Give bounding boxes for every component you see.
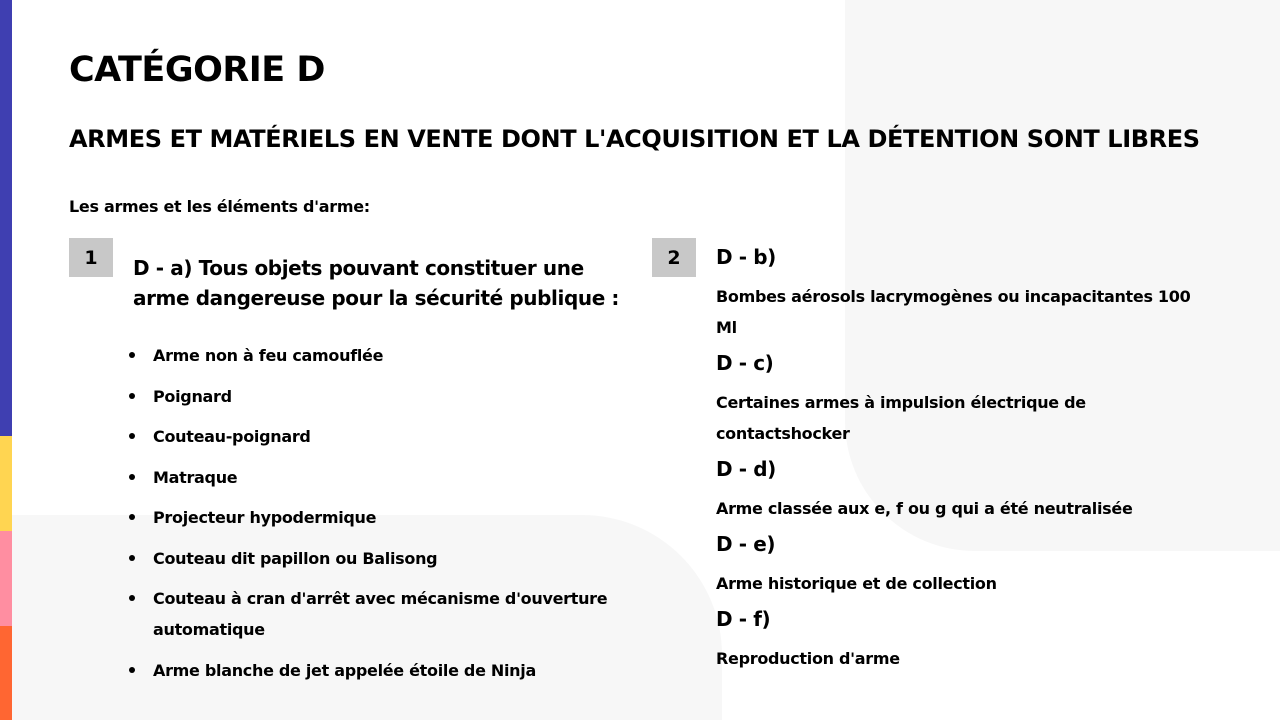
color-strip-blue (0, 0, 12, 436)
bullet-icon (129, 555, 135, 561)
list-item: Arme non à feu camouflée (129, 340, 649, 371)
bullet-icon (129, 667, 135, 673)
bullet-icon (129, 474, 135, 480)
bullet-icon (129, 433, 135, 439)
section-text: Arme historique et de collection (716, 574, 997, 593)
section-title: D - d) (716, 457, 776, 481)
page-title: CATÉGORIE D (69, 50, 325, 90)
section-title: D - b) (716, 245, 776, 269)
section-title: D - f) (716, 607, 771, 631)
section-d-f (716, 604, 1206, 674)
number-badge-1: 1 (69, 238, 113, 277)
list-item: Arme blanche de jet appelée étoile de Ninja (129, 655, 649, 686)
list-item: Couteau à cran d'arrêt avec mécanisme d'ouverture automatique (129, 583, 649, 645)
color-strip-yellow (0, 436, 12, 531)
section-d-e (716, 529, 1206, 599)
section-title: D - c) (716, 351, 774, 375)
weapon-list (129, 340, 649, 695)
section-text: Bombes aérosols lacrymogènes ou incapacitantes 100 Ml (716, 287, 1191, 337)
page-subtitle: ARMES ET MATÉRIELS EN VENTE DONT L'ACQUISITION ET LA DÉTENTION SONT LIBRES (69, 125, 1200, 153)
section-d-b (716, 242, 1206, 343)
section-text: Arme classée aux e, f ou g qui a été neutralisée (716, 499, 1133, 518)
section-d-c (716, 348, 1206, 449)
bullet-icon (129, 393, 135, 399)
column1-heading: D - a) Tous objets pouvant constituer une arme dangereuse pour la sécurité publique : (133, 256, 620, 310)
color-strip-pink (0, 531, 12, 626)
list-item: Couteau-poignard (129, 421, 649, 452)
section-title: D - e) (716, 532, 776, 556)
section-d-d (716, 454, 1206, 524)
list-item: Matraque (129, 462, 649, 493)
bullet-icon (129, 595, 135, 601)
color-strip-orange (0, 626, 12, 720)
column2-sections (716, 242, 1206, 679)
section-text: Reproduction d'arme (716, 649, 900, 668)
list-item: Projecteur hypodermique (129, 502, 649, 533)
number-badge-2: 2 (652, 238, 696, 277)
list-item: Couteau dit papillon ou Balisong (129, 543, 649, 574)
bullet-icon (129, 514, 135, 520)
bullet-icon (129, 352, 135, 358)
section-text: Certaines armes à impulsion électrique de contactshocker (716, 393, 1086, 443)
intro-text: Les armes et les éléments d'arme: (69, 197, 370, 216)
list-item: Poignard (129, 381, 649, 412)
